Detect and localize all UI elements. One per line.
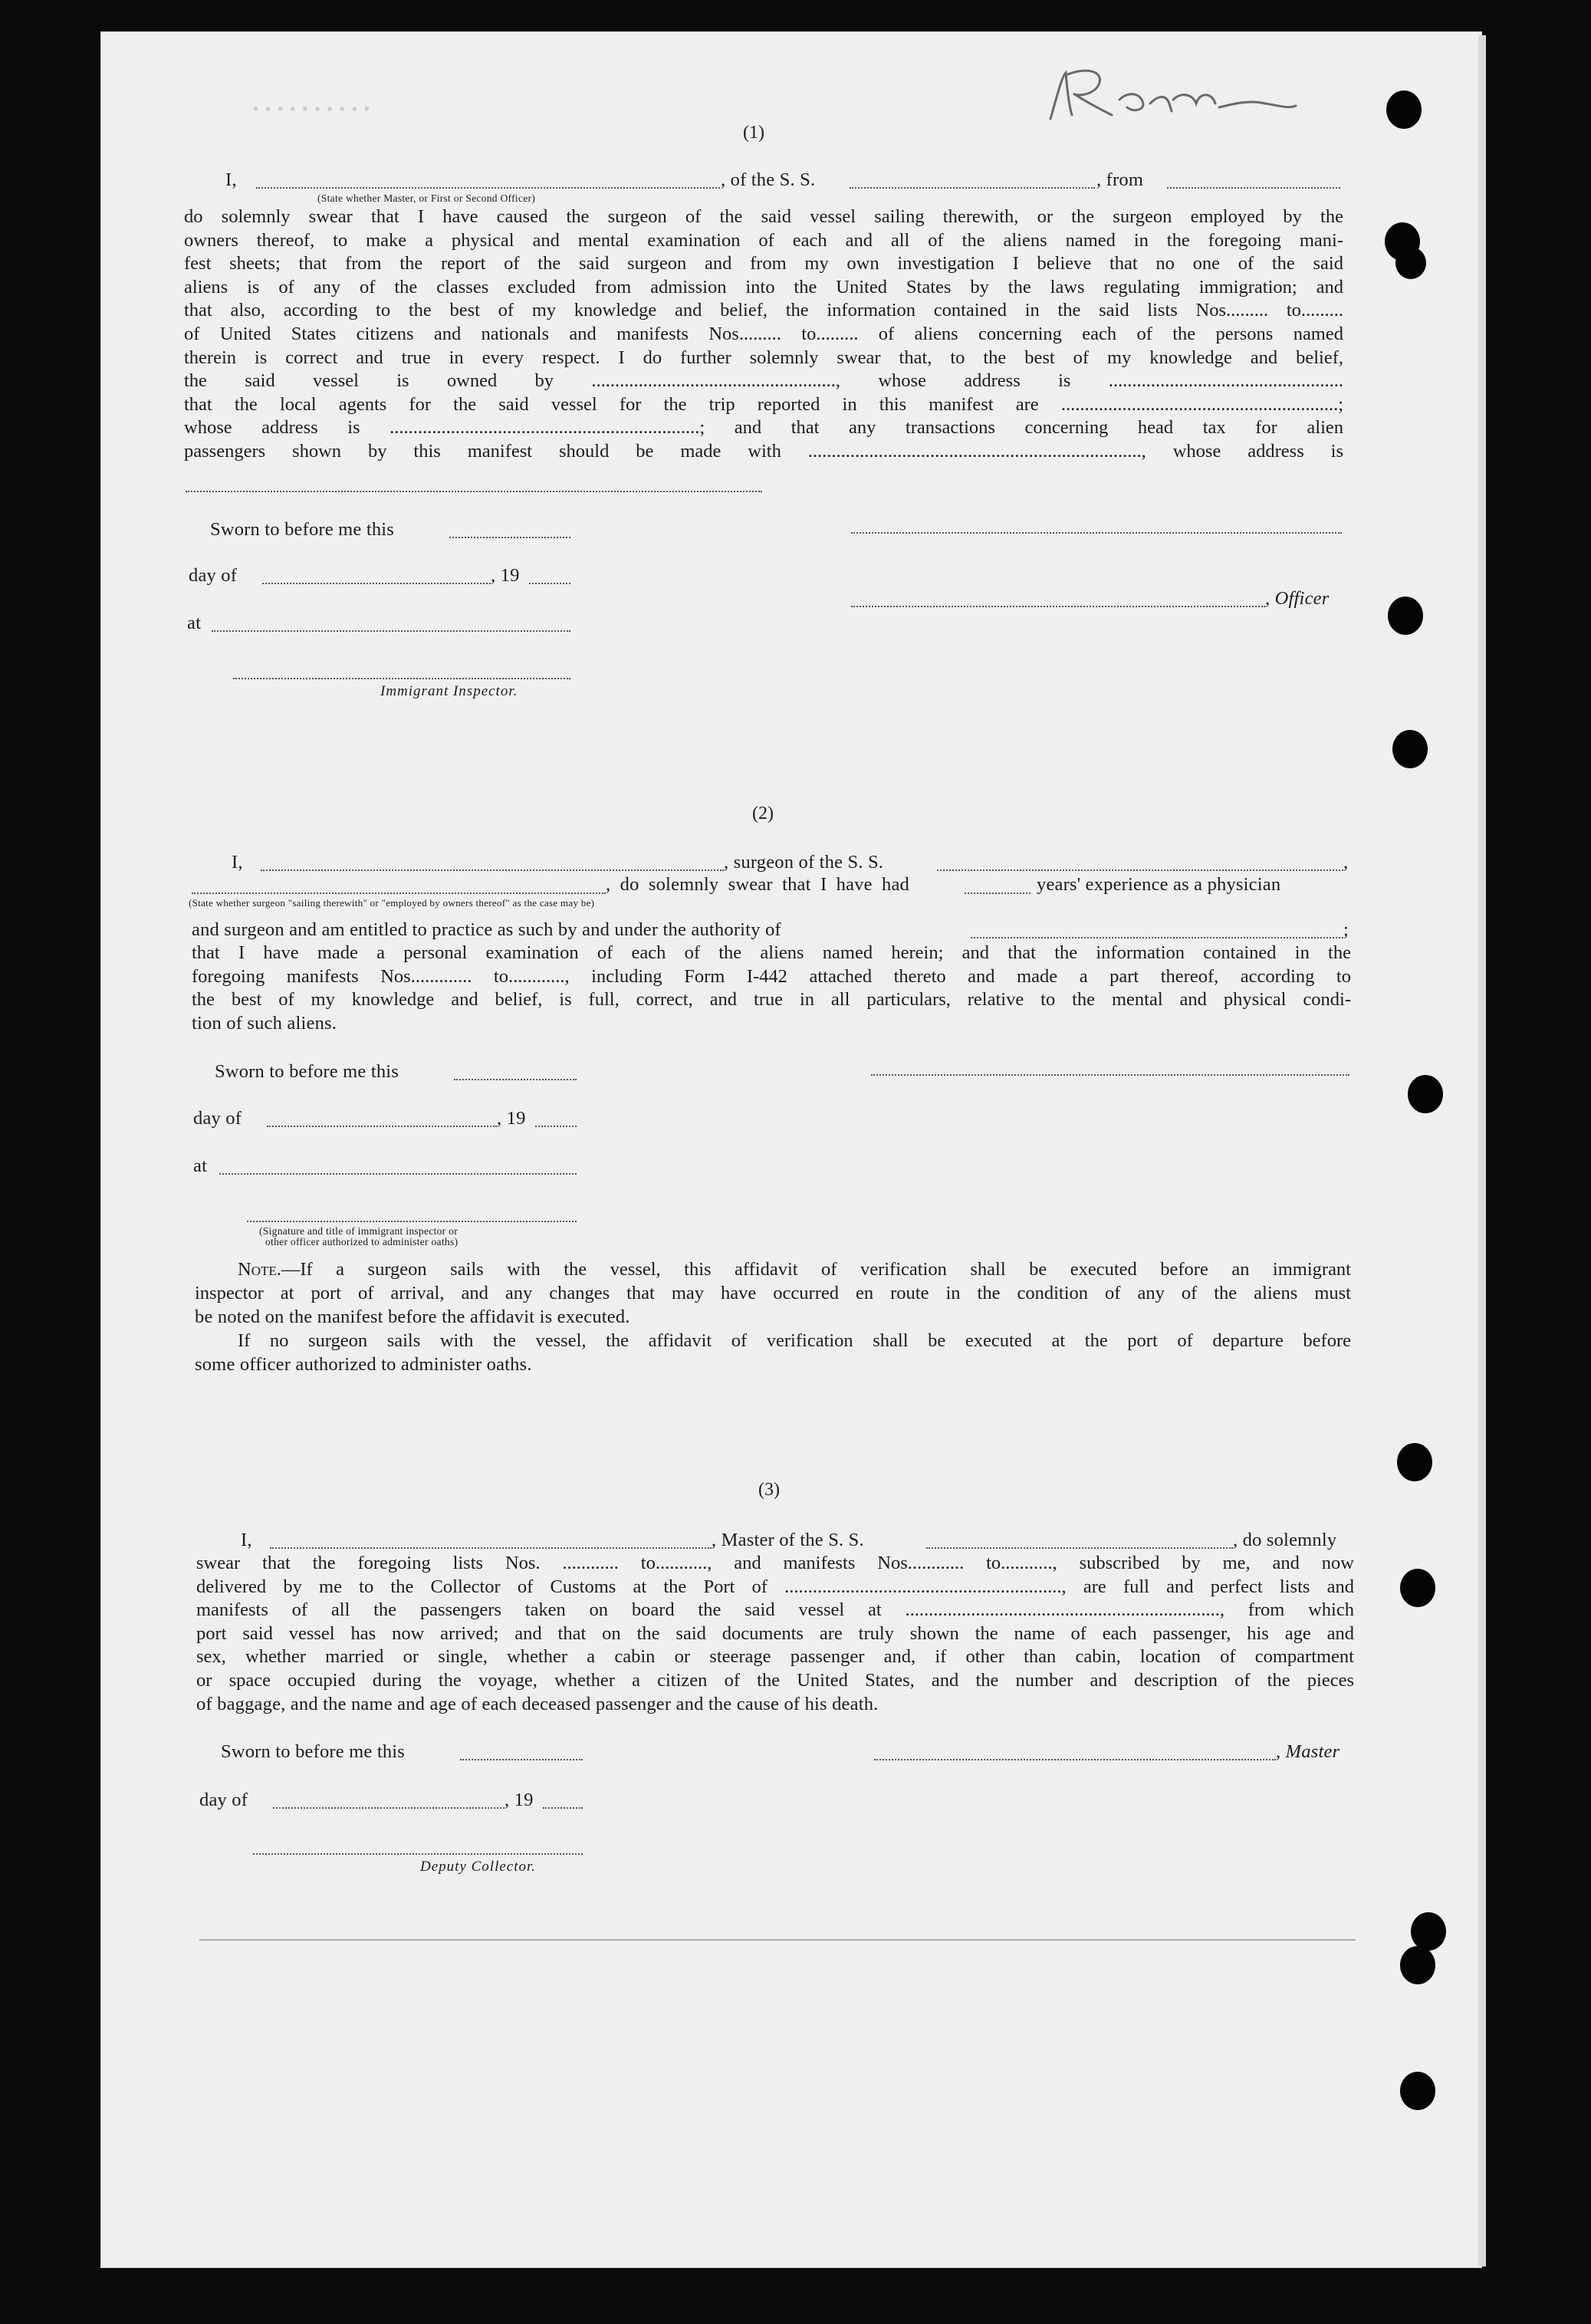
s1-line: aliens is of any of the classes excluded from admission into the United States by the laws regulating immigration; and bbox=[184, 276, 1343, 297]
s1-sworn-field[interactable] bbox=[449, 537, 570, 538]
s2-name-field[interactable] bbox=[261, 869, 724, 871]
s1-line: passengers shown by this manifest should be made with ......................................................................., whose address is bbox=[184, 440, 1343, 462]
s2-note-line bbox=[195, 1258, 1351, 1282]
binder-hole bbox=[1392, 730, 1428, 768]
s3-sworn-label: Sworn to before me this bbox=[221, 1741, 406, 1762]
section-2-heading: (2) bbox=[752, 804, 774, 823]
s1-day-label: day of bbox=[189, 565, 238, 586]
section-1-heading: (1) bbox=[743, 123, 764, 143]
s1-line: that the local agents for the said vessel for the trip reported in this manifest are ...........................................................; bbox=[184, 393, 1343, 415]
faded-print: ▪ ▪ ▪ ▪ ▪ ▪ ▪ ▪ ▪ ▪ bbox=[253, 100, 371, 117]
binder-hole bbox=[1388, 597, 1423, 635]
s1-inspector-label: Immigrant Inspector. bbox=[380, 683, 518, 699]
s3-day-field[interactable] bbox=[273, 1807, 505, 1809]
s2-note-last: be noted on the manifest before the affidavit is executed. bbox=[195, 1307, 630, 1327]
s1-officer-field[interactable] bbox=[851, 606, 1265, 607]
s2-body bbox=[192, 942, 1351, 1012]
s2-years-field[interactable] bbox=[965, 892, 1031, 894]
s2-at-field[interactable] bbox=[219, 1173, 577, 1175]
s2-comma: , bbox=[1343, 852, 1349, 873]
s2-authority-line: and surgeon and am entitled to practice as such by and under the authority of bbox=[192, 919, 781, 940]
s2-day-label: day of bbox=[193, 1108, 242, 1129]
binder-hole bbox=[1397, 1443, 1432, 1481]
s1-at-field[interactable] bbox=[212, 630, 570, 632]
s3-solemnly-label: , do solemnly bbox=[1233, 1530, 1337, 1550]
s3-line: or space occupied during the voyage, whether a citizen of the United States, and the number and description of the pieces bbox=[196, 1669, 1354, 1691]
section-3-heading: (3) bbox=[758, 1480, 780, 1500]
note-label: Note. bbox=[238, 1259, 281, 1280]
s3-lead-i: I, bbox=[241, 1530, 252, 1550]
s2-field-note: (State whether surgeon "sailing therewith" or "employed by owners thereof" as the case may be) bbox=[189, 897, 595, 909]
s3-ship-field[interactable] bbox=[926, 1547, 1233, 1549]
s2-year-field[interactable] bbox=[535, 1126, 577, 1127]
binder-hole bbox=[1400, 1569, 1435, 1607]
s1-line: of United States citizens and nationals and manifests Nos......... to......... of aliens concerning each of the persons named bbox=[184, 323, 1343, 344]
s1-year-field[interactable] bbox=[529, 583, 570, 584]
s3-name-field[interactable] bbox=[270, 1547, 712, 1549]
s1-line: the said vessel is owned by ...................................................., whose address is .................................................. bbox=[184, 370, 1343, 392]
s1-sworn-label: Sworn to before me this bbox=[210, 519, 395, 540]
binder-hole bbox=[1408, 1075, 1443, 1113]
s2-note-line: inspector at port of arrival, and any changes that may have occurred en route in the condition of any of the aliens must bbox=[195, 1282, 1351, 1303]
s2-surgeon-label: , surgeon of the S. S. bbox=[724, 852, 884, 873]
s3-line: swear that the foregoing lists Nos. ............ to..........., and manifests Nos............ to..........., subscribed by me, and now bbox=[196, 1553, 1354, 1573]
s1-name-field[interactable] bbox=[256, 187, 720, 189]
s1-line: fest sheets; that from the report of the said surgeon and from my own investigation I believe that no one of the said bbox=[184, 253, 1343, 274]
s3-master-sign-field[interactable] bbox=[874, 1759, 1276, 1760]
s2-type-field[interactable] bbox=[192, 892, 606, 894]
binder-hole bbox=[1386, 90, 1422, 129]
s3-line: sex, whether married or single, whether a cabin or steerage passenger and, if other than cabin, location of compartment bbox=[196, 1646, 1354, 1668]
s3-last-line: of baggage, and the name and age of each deceased passenger and the cause of his death. bbox=[196, 1694, 879, 1714]
s1-line: therein is correct and true in every respect. I do further solemnly swear that, to the best of my knowledge and belief, bbox=[184, 347, 1343, 368]
s3-line: manifests of all the passengers taken on board the said vessel at ..................................................................., from which bbox=[196, 1599, 1354, 1621]
s1-inspector-sign-field[interactable] bbox=[233, 678, 570, 679]
binder-hole bbox=[1411, 1912, 1446, 1951]
s2-surgeon-sign-field[interactable] bbox=[871, 1074, 1349, 1076]
s1-ship-field[interactable] bbox=[850, 187, 1095, 189]
s3-collector-sign-field[interactable] bbox=[253, 1853, 583, 1855]
s1-officer-label: , Officer bbox=[1265, 588, 1330, 609]
s2-note bbox=[195, 1258, 1351, 1305]
binder-hole bbox=[1400, 2072, 1435, 2110]
note-text: —If a surgeon sails with the vessel, this affidavit of verification shall be executed before an immigrant bbox=[281, 1259, 1351, 1280]
page-edge bbox=[1478, 35, 1486, 2266]
s2-at-label: at bbox=[193, 1155, 208, 1176]
s1-lead-i: I, bbox=[225, 169, 237, 190]
s3-body bbox=[196, 1552, 1354, 1693]
s1-from-field[interactable] bbox=[1167, 187, 1340, 189]
handwritten-mark bbox=[1035, 61, 1326, 130]
s2-sworn-label: Sworn to before me this bbox=[215, 1061, 399, 1082]
s2-line: foregoing manifests Nos............. to............, including Form I-442 attached thereto and made a part thereof, according to bbox=[192, 965, 1351, 987]
s2-note2-line: If no surgeon sails with the vessel, the affidavit of verification shall be executed at the port of departure before bbox=[238, 1330, 1351, 1351]
s2-note2-last: some officer authorized to administer oaths. bbox=[195, 1354, 532, 1375]
s2-semicolon: ; bbox=[1343, 919, 1349, 940]
s3-collector-label: Deputy Collector. bbox=[420, 1859, 537, 1875]
s1-day-field[interactable] bbox=[262, 583, 491, 584]
s3-year-label: , 19 bbox=[505, 1790, 534, 1810]
s2-lead-i: I, bbox=[232, 852, 243, 873]
s1-line: that also, according to the best of my knowledge and belief, the information contained in the said lists Nos......... to......... bbox=[184, 300, 1343, 321]
s3-year-field[interactable] bbox=[543, 1807, 583, 1809]
bottom-rule bbox=[199, 1939, 1356, 1941]
binder-hole bbox=[1395, 247, 1426, 279]
s1-address-field[interactable] bbox=[186, 491, 762, 492]
s3-master-sig-label: , Master bbox=[1276, 1741, 1340, 1762]
s2-sig-note-1: (Signature and title of immigrant inspector or bbox=[259, 1225, 458, 1237]
s2-authority-field[interactable] bbox=[971, 937, 1343, 938]
s2-year-label: , 19 bbox=[497, 1108, 526, 1129]
s1-body bbox=[184, 205, 1343, 464]
s1-line: do solemnly swear that I have caused the surgeon of the said vessel sailing therewith, or the surgeon employed by the bbox=[184, 206, 1343, 227]
s1-line: whose address is ..................................................................; and that any transactions concerning head tax for alien bbox=[184, 417, 1343, 439]
s1-top-sign-field[interactable] bbox=[851, 532, 1342, 534]
s3-sworn-field[interactable] bbox=[460, 1759, 583, 1760]
s1-field-note: (State whether Master, or First or Second Officer) bbox=[317, 192, 536, 204]
s2-line: the best of my knowledge and belief, is full, correct, and true in all particulars, relative to the mental and physical condi- bbox=[192, 989, 1351, 1011]
s2-years-label: years' experience as a physician bbox=[1037, 874, 1281, 895]
s1-at-label: at bbox=[187, 613, 202, 633]
s2-officer-sign-field[interactable] bbox=[247, 1221, 577, 1222]
s2-line: that I have made a personal examination of each of the aliens named herein; and that the information contained in the bbox=[192, 942, 1351, 963]
s2-sig-note-2: other officer authorized to administer oaths) bbox=[265, 1236, 459, 1247]
s1-year-label: , 19 bbox=[491, 565, 520, 586]
s1-lead-from: , from bbox=[1096, 169, 1144, 190]
s3-day-label: day of bbox=[199, 1790, 248, 1810]
s3-line: port said vessel has now arrived; and that on the said documents are truly shown the name of each passenger, his age and bbox=[196, 1622, 1354, 1644]
binder-hole bbox=[1400, 1946, 1435, 1984]
s2-last-line: tion of such aliens. bbox=[192, 1013, 337, 1034]
s1-lead-ss: , of the S. S. bbox=[721, 169, 816, 190]
s2-swear-label: , do solemnly swear that I have had bbox=[606, 874, 909, 895]
s1-line: owners thereof, to make a physical and mental examination of each and all of the aliens named in the foregoing mani- bbox=[184, 229, 1343, 251]
s2-sworn-field[interactable] bbox=[454, 1079, 577, 1080]
s3-master-label: , Master of the S. S. bbox=[712, 1530, 864, 1550]
s3-line: delivered by me to the Collector of Customs at the Port of ..........................................................., are full and perfect lists and bbox=[196, 1576, 1354, 1597]
s2-day-field[interactable] bbox=[267, 1126, 497, 1127]
s2-ship-field[interactable] bbox=[937, 869, 1343, 871]
